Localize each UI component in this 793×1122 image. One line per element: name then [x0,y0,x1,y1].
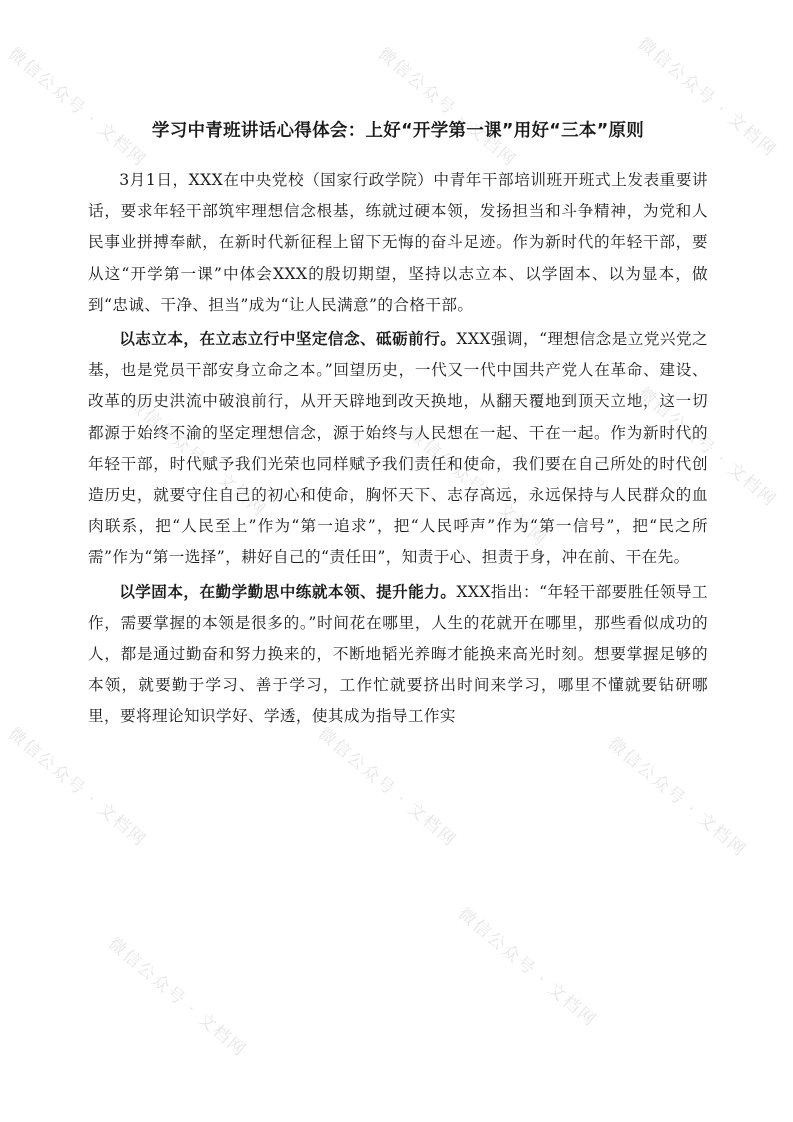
watermark-text: 微信公众号 · 文档网 [403,423,551,552]
paragraph-lead: 以学固本，在勤学勤思中练就本领、提升能力。 [119,582,457,601]
watermark-text: 微信公众号 · 文档网 [103,933,251,1062]
paragraph-text: 3月1日，XXX在中央党校（国家行政学院）中青年干部培训班开班式上发表重要讲话，要求年轻干部筑牢理想信念根基，练就过硬本领，发扬担当和斗争精神，为党和人民事业拼搏奉献，在新时代新征程上留下无悔的奋斗足迹。作为新时代的年轻干部，要从这“开学第一课”中体会XXX的殷切期望，坚持以志立本、以学固本、以为显本，做到“忠诚、干净、担当”成为“让人民满意”的合格干部。 [88,171,708,314]
watermark-text: 微信公众号 · 文档网 [3,723,151,852]
paragraph-intro [88,165,708,321]
document-body [88,118,708,733]
paragraph-xue [88,577,708,733]
watermark-text: 微信公众号 · 文档网 [603,733,751,862]
watermark-text: 微信公众号 · 文档网 [373,43,521,172]
watermark-text: 微信公众号 · 文档网 [633,33,781,162]
paragraph-text: XXX强调，“理想信念是立党兴党之基，也是党员干部安身立命之本。”回望历史，一代又一代中国共产党人在革命、建设、改革的历史洪流中破浪前行，从开天辟地到改天换地，从翻天覆地到顶天立地，这一切都源于始终不渝的坚定理想信念，源于始终与人民想在一起、干在一起。作为新时代的年轻干部，时代赋予我们光荣也同样赋予我们责任和使命，我们要在自己所处的时代创造历史，就要守住自己的初心和使命，胸怀天下、志存高远，永远保持与人民群众的血肉联系，把“人民至上”作为“第一追求”，把“人民呼声”作为“第一信号”，把“民之所需”作为“第一选择”，耕好自己的“责任田”，知责于心、担责于身，冲在前、干在先。 [88,330,708,567]
document-title: 学习中青班讲话心得体会：上好“开学第一课”用好“三本”原则 [151,121,645,141]
paragraph-lead: 以志立本，在立志立行中坚定信念、砥砺前行。 [119,330,457,349]
paragraph-zhi [88,324,708,574]
watermark-text: 微信公众号 · 文档网 [453,903,601,1032]
watermark-text: 微信公众号 · 文档网 [633,383,781,512]
watermark-text: 微信公众号 · 文档网 [313,723,461,852]
watermark-text: 微信公众号 · 文档网 [3,43,151,172]
watermark-text: 微信公众号 · 文档网 [123,393,271,522]
paragraph-text: XXX指出：“年轻干部要胜任领导工作，需要掌握的本领是很多的。”时间花在哪里，人生的花就开在哪里，那些看似成功的人，都是通过勤奋和努力换来的，不断地韬光养晦才能换来高光时刻。想要掌握足够的本领，就要勤于学习、善于学习，工作忙就要挤出时间来学习，哪里不懂就要钻研哪里，要将理论知识学好、学透，使其成为指导工作实 [88,582,708,726]
